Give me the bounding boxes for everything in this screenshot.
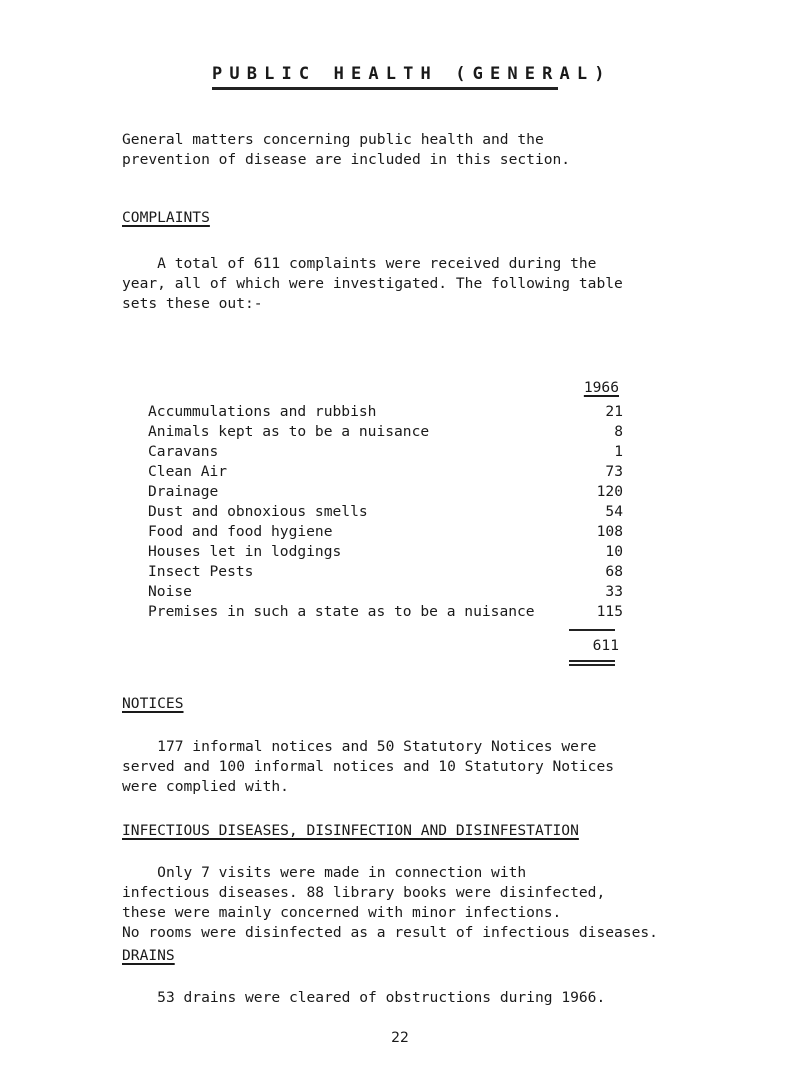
row-label: Insect Pests bbox=[148, 563, 254, 580]
row-value: 8 bbox=[614, 423, 623, 440]
table-total: 611 bbox=[592, 637, 619, 654]
row-label: Accummulations and rubbish bbox=[148, 403, 377, 420]
row-value: 1 bbox=[614, 443, 623, 460]
complaints-text: A total of 611 complaints were received during the year, all of which were investigated. The following table sets these out:- bbox=[122, 255, 623, 312]
row-label: Drainage bbox=[148, 483, 219, 500]
table-row bbox=[148, 542, 623, 562]
table-row bbox=[148, 562, 623, 582]
title-underline bbox=[212, 87, 558, 90]
infectious-paragraph bbox=[122, 863, 782, 943]
row-value: 54 bbox=[605, 503, 623, 520]
row-value: 115 bbox=[596, 603, 623, 620]
table-total-rule-1 bbox=[569, 660, 615, 662]
row-value: 21 bbox=[605, 403, 623, 420]
notices-heading: NOTICES bbox=[122, 695, 184, 712]
table-row bbox=[148, 482, 623, 502]
complaints-heading: COMPLAINTS bbox=[122, 209, 210, 226]
row-value: 10 bbox=[605, 543, 623, 560]
row-value: 120 bbox=[596, 483, 623, 500]
infectious-text: Only 7 visits were made in connection with infectious diseases. 88 library books were disinfected, these were mainly concerned with minor infections. No rooms were disinfected as a result of infectious diseases. bbox=[122, 864, 658, 941]
notices-text: 177 informal notices and 50 Statutory Notices were served and 100 informal notices and 10 Statutory Notices were complied with. bbox=[122, 738, 615, 795]
drains-heading: DRAINS bbox=[122, 947, 175, 964]
row-label: Noise bbox=[148, 583, 192, 600]
page-title: PUBLIC HEALTH (GENERAL) bbox=[212, 64, 612, 84]
table-year-header: 1966 bbox=[583, 379, 619, 396]
row-label: Premises in such a state as to be a nuisance bbox=[148, 603, 535, 620]
row-value: 33 bbox=[605, 583, 623, 600]
table-row bbox=[148, 502, 623, 522]
row-value: 73 bbox=[605, 463, 623, 480]
table-row bbox=[148, 462, 623, 482]
complaints-paragraph bbox=[122, 254, 782, 314]
table-row bbox=[148, 602, 623, 622]
table-row bbox=[148, 422, 623, 442]
row-label: Houses let in lodgings bbox=[148, 543, 342, 560]
row-value: 108 bbox=[596, 523, 623, 540]
table-row bbox=[148, 442, 623, 462]
infectious-heading: INFECTIOUS DISEASES, DISINFECTION AND DISINFESTATION bbox=[122, 822, 579, 839]
table-total-rule-2 bbox=[569, 664, 615, 666]
intro-paragraph bbox=[122, 130, 782, 170]
row-value: 68 bbox=[605, 563, 623, 580]
row-label: Animals kept as to be a nuisance bbox=[148, 423, 430, 440]
row-label: Dust and obnoxious smells bbox=[148, 503, 368, 520]
row-label: Caravans bbox=[148, 443, 219, 460]
complaints-table bbox=[148, 402, 623, 622]
table-row bbox=[148, 402, 623, 422]
table-sum-rule bbox=[569, 629, 615, 631]
drains-paragraph bbox=[122, 988, 782, 1008]
row-label: Clean Air bbox=[148, 463, 228, 480]
page-number: 22 bbox=[391, 1030, 409, 1046]
table-row bbox=[148, 582, 623, 602]
row-label: Food and food hygiene bbox=[148, 523, 333, 540]
intro-text: General matters concerning public health and the prevention of disease are included in this section. bbox=[122, 131, 571, 168]
drains-text: 53 drains were cleared of obstructions during 1966. bbox=[122, 989, 606, 1006]
notices-paragraph bbox=[122, 737, 782, 797]
table-row bbox=[148, 522, 623, 542]
